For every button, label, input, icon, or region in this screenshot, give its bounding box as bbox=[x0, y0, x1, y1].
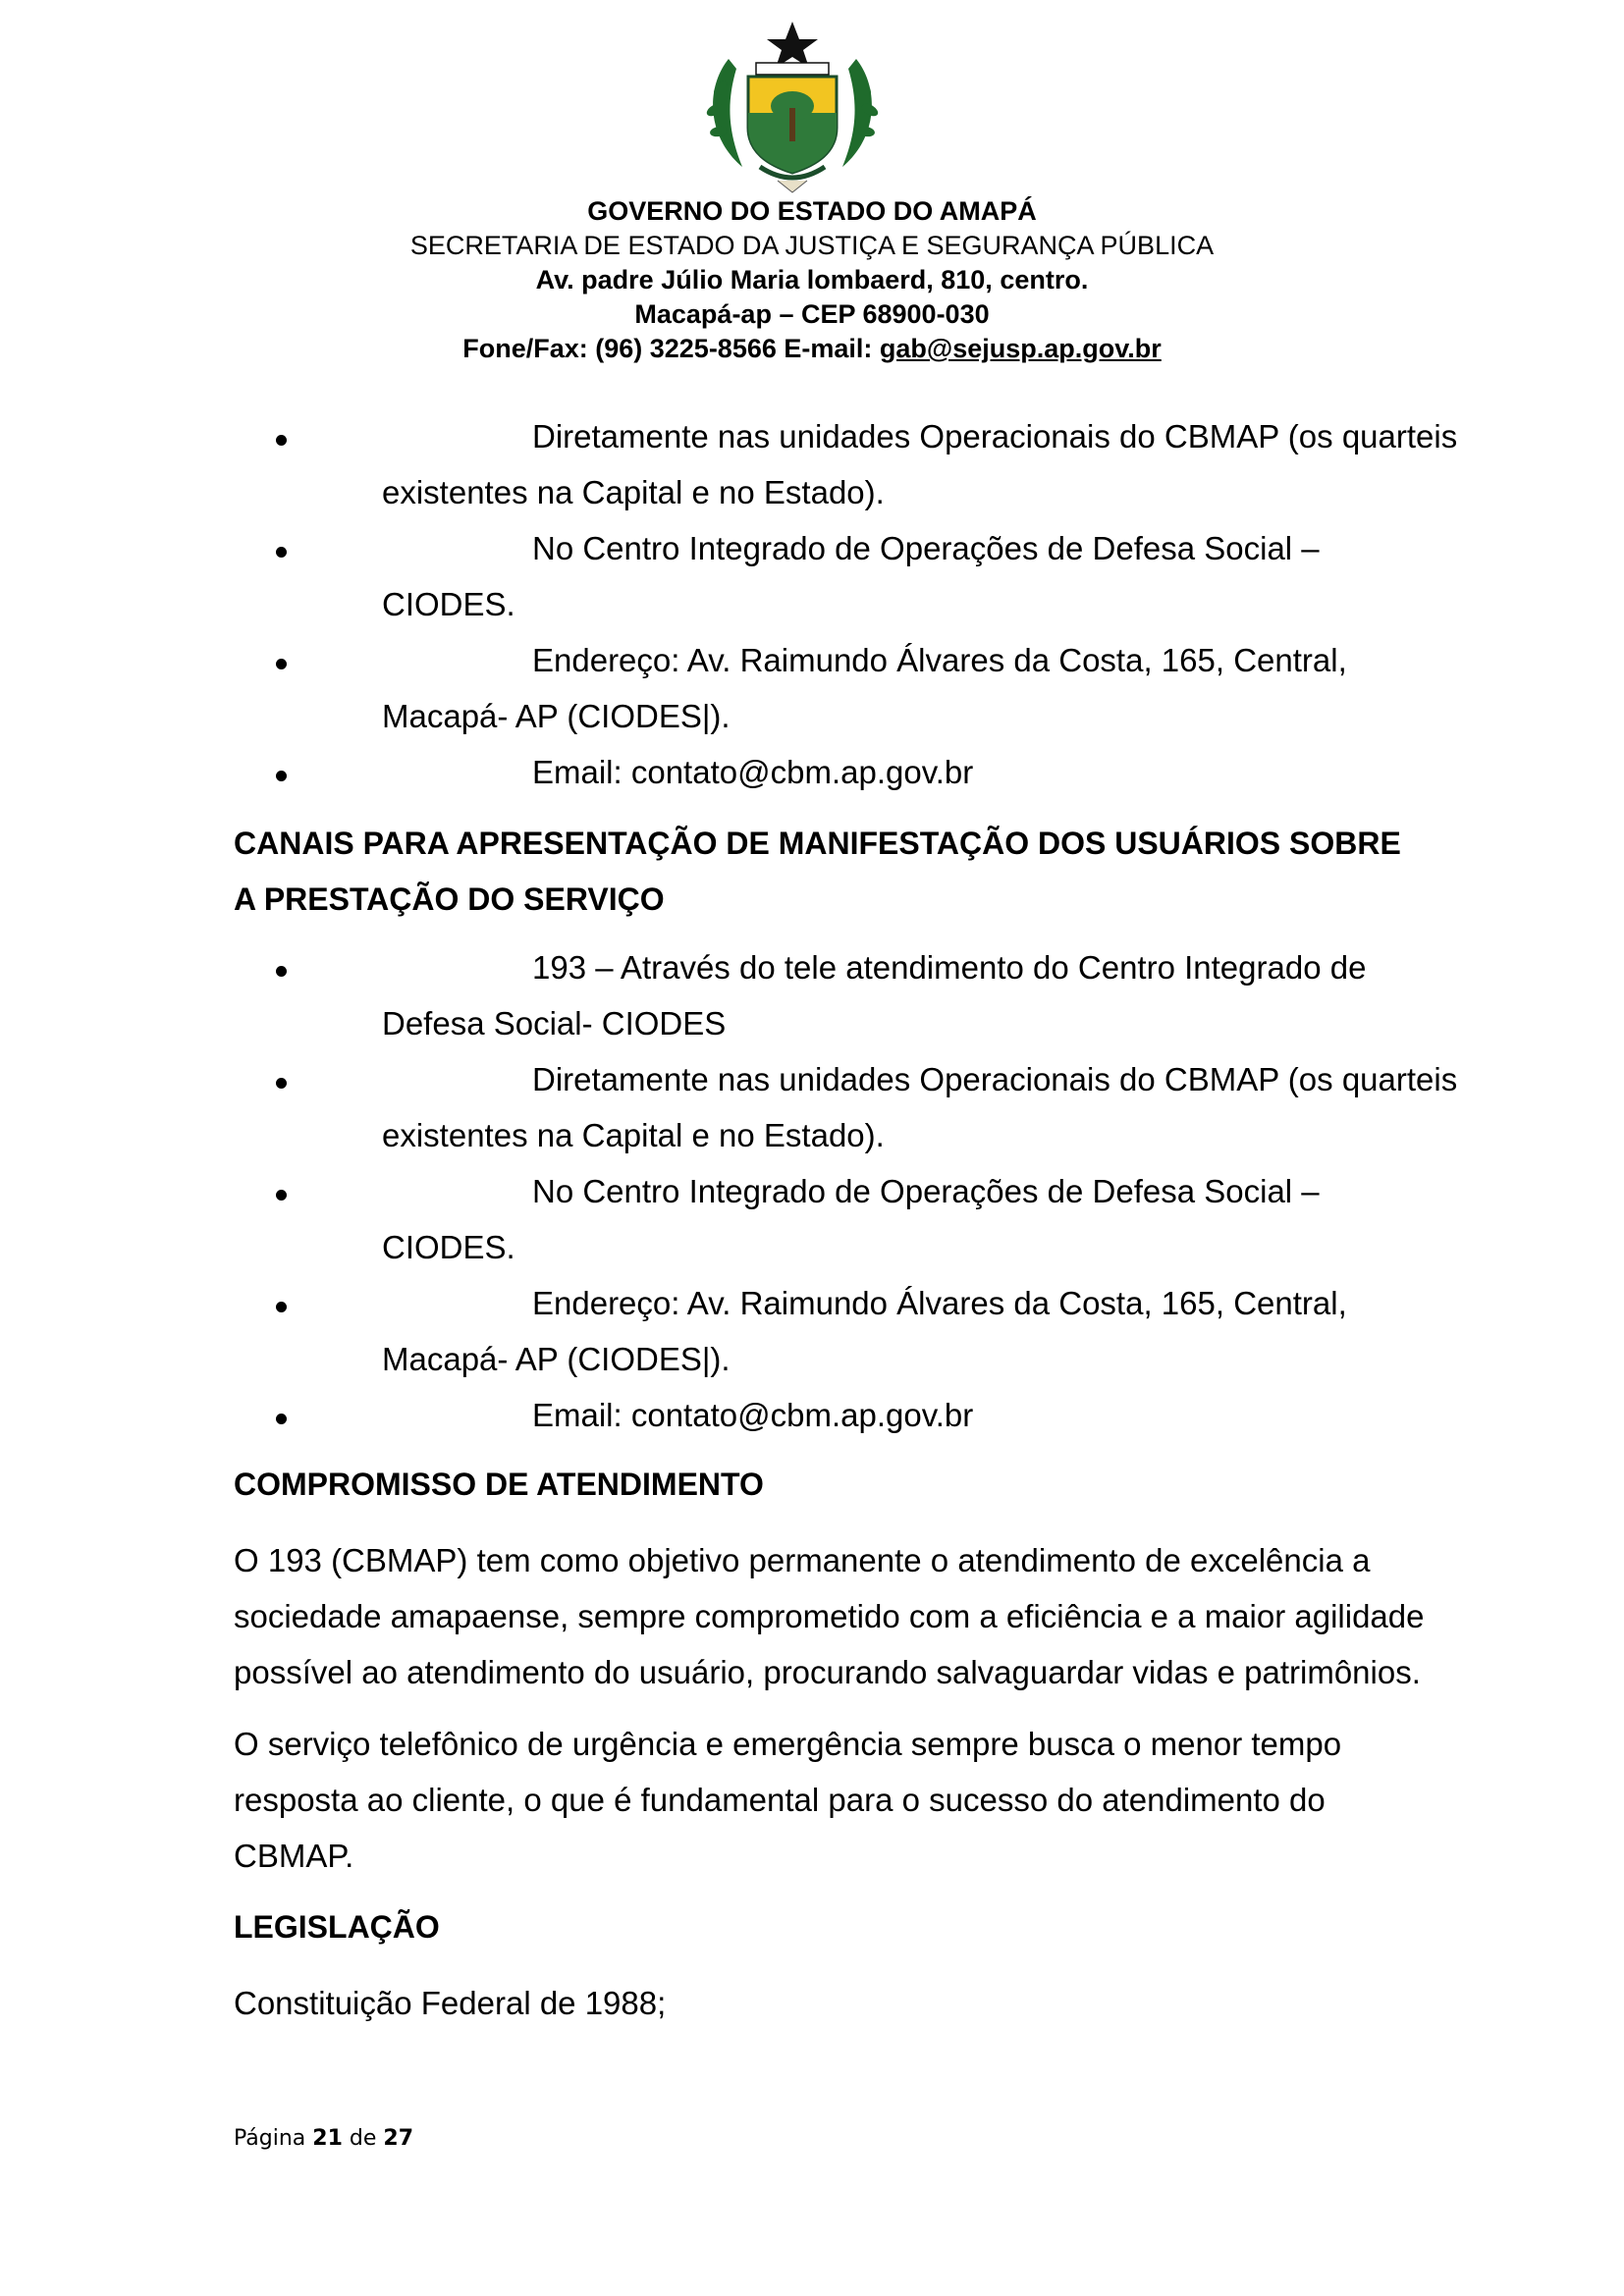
header-address: Av. padre Júlio Maria lombaerd, 810, centro. bbox=[535, 265, 1089, 294]
list-item: Endereço: Av. Raimundo Álvares da Costa, 165, Central, Macapá- AP (CIODES|). bbox=[382, 1275, 1510, 1387]
list-item: No Centro Integrado de Operações de Defesa Social – CIODES. bbox=[382, 520, 1510, 632]
bullet-icon bbox=[276, 1302, 287, 1312]
bullet-icon bbox=[276, 1190, 287, 1201]
list-item: 193 – Através do tele atendimento do Centro Integrado de Defesa Social- CIODES bbox=[382, 939, 1510, 1051]
state-coat-of-arms-emblem bbox=[691, 20, 893, 196]
header-contact bbox=[0, 332, 1624, 366]
list-item: Email: contato@cbm.ap.gov.br bbox=[382, 744, 1510, 800]
bullet-icon bbox=[276, 966, 287, 977]
paragraph-compromisso-1: O 193 (CBMAP) tem como objetivo permanente o atendimento de excelência a sociedade amapaense, sempre comprometido com a eficiência e a maior agilidade possível ao atendimento do usuário, procurando salvaguardar vidas e patrimônios. bbox=[234, 1542, 1425, 1690]
document-body bbox=[234, 408, 1510, 2047]
document-header bbox=[0, 194, 1624, 366]
list-item: Diretamente nas unidades Operacionais do CBMAP (os quarteis existentes na Capital e no Estado). bbox=[382, 408, 1510, 520]
paragraph-compromisso-2: O serviço telefônico de urgência e emergência sempre busca o menor tempo resposta ao cliente, o que é fundamental para o sucesso do atendimento do CBMAP. bbox=[234, 1726, 1342, 1874]
header-phone: Fone/Fax: (96) 3225-8566 E-mail: bbox=[462, 334, 880, 363]
header-secretariat: SECRETARIA DE ESTADO DA JUSTIÇA E SEGURANÇA PÚBLICA bbox=[409, 231, 1215, 260]
header-city-cep: Macapá-ap – CEP 68900-030 bbox=[634, 299, 990, 329]
page-number-footer: Página 21 de 27 bbox=[234, 2126, 414, 2151]
bullet-icon bbox=[276, 1078, 287, 1089]
bullet-icon bbox=[276, 1414, 287, 1424]
section-heading-canais: CANAIS PARA APRESENTAÇÃO DE MANIFESTAÇÃO DOS USUÁRIOS SOBRE A PRESTAÇÃO DO SERVIÇO bbox=[234, 826, 1401, 917]
bullet-icon bbox=[276, 547, 287, 558]
header-government-title: GOVERNO DO ESTADO DO AMAPÁ bbox=[587, 196, 1037, 226]
list-item: Endereço: Av. Raimundo Álvares da Costa, 165, Central, Macapá- AP (CIODES|). bbox=[382, 632, 1510, 744]
bullet-icon bbox=[276, 771, 287, 781]
bullet-icon bbox=[276, 659, 287, 669]
list-item: Email: contato@cbm.ap.gov.br bbox=[382, 1387, 1510, 1443]
list-item: Diretamente nas unidades Operacionais do CBMAP (os quarteis existentes na Capital e no Estado). bbox=[382, 1051, 1510, 1163]
header-email-link[interactable]: gab@sejusp.ap.gov.br bbox=[879, 334, 1162, 363]
contact-channels-list bbox=[234, 408, 1510, 800]
section-heading-legislacao: LEGISLAÇÃO bbox=[234, 1909, 440, 1945]
manifestation-channels-list bbox=[234, 939, 1510, 1443]
section-heading-compromisso: COMPROMISSO DE ATENDIMENTO bbox=[234, 1467, 764, 1502]
bullet-icon bbox=[276, 435, 287, 446]
paragraph-legislacao: Constituição Federal de 1988; bbox=[234, 1985, 667, 2021]
list-item: No Centro Integrado de Operações de Defesa Social – CIODES. bbox=[382, 1163, 1510, 1275]
